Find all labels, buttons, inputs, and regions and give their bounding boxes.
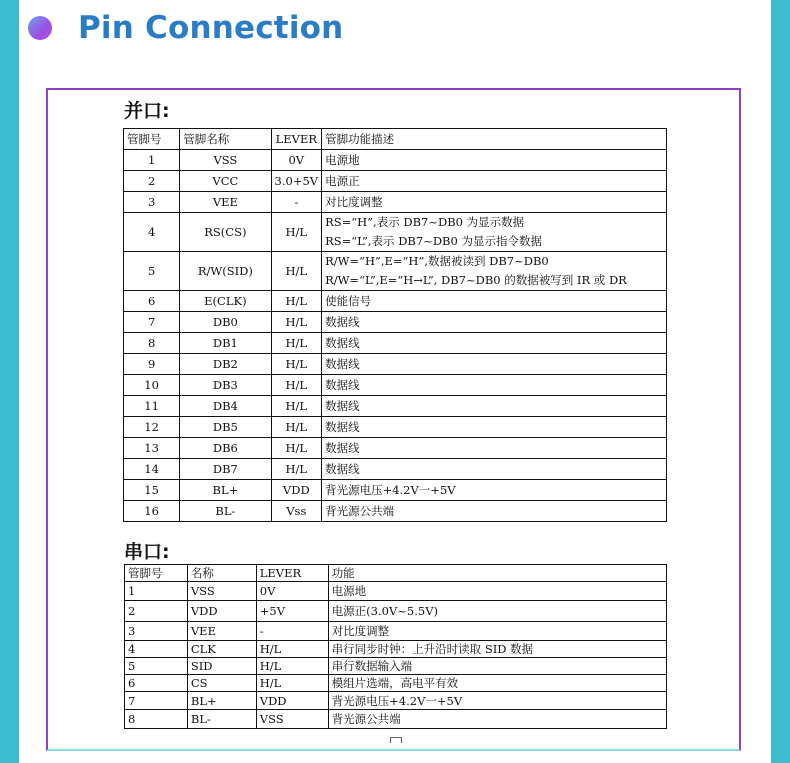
pin-number: 16 (124, 501, 180, 522)
description-line: 电源地 (325, 152, 360, 167)
pin-description (322, 459, 667, 480)
description-line: 数据线 (325, 356, 360, 371)
description-line: 背光源电压+4.2V一+5V (325, 482, 456, 497)
pin-name: VEE (180, 192, 271, 213)
pin-description (322, 438, 667, 459)
description-line: 数据线 (325, 335, 360, 350)
column-header: 名称 (187, 565, 256, 582)
pin-name: VCC (180, 171, 271, 192)
pin-number: 1 (124, 150, 180, 171)
page-title: Pin Connection (78, 10, 344, 46)
pin-name: CS (187, 675, 256, 692)
pin-number: 7 (124, 312, 180, 333)
pin-name: DB6 (180, 438, 271, 459)
pin-number: 6 (124, 291, 180, 312)
pin-level: H/L (271, 213, 322, 252)
description-line: RS=“L”,表示 DB7~DB0 为显示指令数据 (325, 234, 542, 248)
table-row (124, 171, 667, 192)
pin-name: VDD (187, 601, 256, 622)
pin-number: 12 (124, 417, 180, 438)
table-row (124, 213, 667, 252)
description-line: R/W=“H”,E=“H”,数据被读到 DB7~DB0 (325, 254, 549, 268)
table-row (125, 641, 667, 658)
description-line: 数据线 (325, 461, 360, 476)
bullet-dot-icon (28, 16, 52, 40)
table-row (124, 291, 667, 312)
table-row (124, 438, 667, 459)
pin-name: DB2 (180, 354, 271, 375)
pin-name: BL+ (180, 480, 271, 501)
table-row (124, 375, 667, 396)
table-row (124, 252, 667, 291)
pin-description (322, 417, 667, 438)
table-row (124, 333, 667, 354)
pin-level: Vss (271, 501, 322, 522)
pin-number: 3 (125, 622, 188, 641)
pin-description (322, 171, 667, 192)
pin-name: DB7 (180, 459, 271, 480)
pin-level: H/L (271, 312, 322, 333)
pin-description (322, 480, 667, 501)
pin-description: 背光源公共端 (328, 710, 666, 729)
table-row (125, 601, 667, 622)
column-header: LEVER (256, 565, 328, 582)
pin-number: 9 (124, 354, 180, 375)
pin-name: DB4 (180, 396, 271, 417)
pin-number: 14 (124, 459, 180, 480)
pin-description: 串行数据输入端 (328, 658, 666, 675)
table-row (124, 150, 667, 171)
table-row (124, 192, 667, 213)
pin-name: DB1 (180, 333, 271, 354)
pin-name: DB5 (180, 417, 271, 438)
pin-description (322, 312, 667, 333)
pin-name: BL- (180, 501, 271, 522)
pin-number: 13 (124, 438, 180, 459)
pin-number: 4 (124, 213, 180, 252)
pin-level: VDD (271, 480, 322, 501)
pin-level: H/L (271, 417, 322, 438)
table-row (125, 675, 667, 692)
pin-level: H/L (271, 396, 322, 417)
pin-description (322, 213, 667, 252)
pin-number: 11 (124, 396, 180, 417)
pin-level: VDD (256, 692, 328, 710)
pin-name: RS(CS) (180, 213, 271, 252)
description-line: R/W=“L”,E=“H→L”, DB7~DB0 的数据被写到 IR 或 DR (325, 273, 627, 287)
parallel-pin-table (123, 128, 667, 522)
column-header: 功能 (328, 565, 666, 582)
pin-level: H/L (271, 438, 322, 459)
pin-level: 0V (256, 582, 328, 601)
description-line: 背光源公共端 (325, 503, 395, 518)
pin-level: H/L (256, 641, 328, 658)
pin-description (322, 252, 667, 291)
pin-description (322, 150, 667, 171)
pin-level: H/L (271, 291, 322, 312)
table-row (125, 658, 667, 675)
table-row (124, 480, 667, 501)
pin-description (322, 192, 667, 213)
pin-description: 背光源电压+4.2V一+5V (328, 692, 666, 710)
pin-number: 8 (125, 710, 188, 729)
pin-level: 0V (271, 150, 322, 171)
table-row (124, 501, 667, 522)
description-line: 对比度调整 (325, 194, 383, 209)
section-header (28, 6, 343, 50)
pin-name: BL+ (187, 692, 256, 710)
pin-description: 电源地 (328, 582, 666, 601)
pin-number: 2 (125, 601, 188, 622)
table-header-row (124, 129, 667, 150)
pin-level: +5V (256, 601, 328, 622)
pin-level: 3.0+5V (271, 171, 322, 192)
column-header: LEVER (271, 129, 322, 150)
pin-level: H/L (271, 252, 322, 291)
pin-name: VEE (187, 622, 256, 641)
serial-pin-table (124, 564, 667, 729)
column-header: 管脚号 (125, 565, 188, 582)
pin-number: 7 (125, 692, 188, 710)
description-line: 数据线 (325, 377, 360, 392)
table-row (125, 582, 667, 601)
serial-heading: 串口: (124, 541, 170, 563)
description-line: 电源正 (325, 173, 360, 188)
left-accent-bar (0, 0, 19, 763)
pin-description (322, 291, 667, 312)
description-line: RS=“H”,表示 DB7~DB0 为显示数据 (325, 215, 525, 229)
table-row (125, 622, 667, 641)
pin-description: 串行同步时钟：上升沿时读取 SID 数据 (328, 641, 666, 658)
table-row (124, 396, 667, 417)
pin-description (322, 333, 667, 354)
column-header: 管脚名称 (180, 129, 271, 150)
pin-description (322, 354, 667, 375)
pin-level: H/L (256, 675, 328, 692)
pin-number: 4 (125, 641, 188, 658)
pin-name: E(CLK) (180, 291, 271, 312)
pin-description: 电源正(3.0V~5.5V) (328, 601, 666, 622)
table-row (125, 710, 667, 729)
table-row (124, 459, 667, 480)
table-row (124, 354, 667, 375)
pin-level: H/L (271, 354, 322, 375)
pin-level: - (271, 192, 322, 213)
pin-level: H/L (271, 333, 322, 354)
parallel-heading: 并口: (124, 100, 170, 122)
pin-name: BL- (187, 710, 256, 729)
description-line: 数据线 (325, 419, 360, 434)
page-mark (390, 737, 402, 743)
pin-number: 1 (125, 582, 188, 601)
pin-name: VSS (180, 150, 271, 171)
pin-number: 10 (124, 375, 180, 396)
pin-description (322, 375, 667, 396)
pin-number: 15 (124, 480, 180, 501)
pin-name: SID (187, 658, 256, 675)
pin-number: 2 (124, 171, 180, 192)
pin-number: 5 (125, 658, 188, 675)
description-line: 数据线 (325, 398, 360, 413)
description-line: 数据线 (325, 440, 360, 455)
pin-level: H/L (271, 375, 322, 396)
pin-level: - (256, 622, 328, 641)
pin-name: R/W(SID) (180, 252, 271, 291)
pin-description: 模组片选端，高电平有效 (328, 675, 666, 692)
description-line: 数据线 (325, 314, 360, 329)
table-row (125, 692, 667, 710)
table-header-row (125, 565, 667, 582)
pin-description (322, 501, 667, 522)
pin-name: DB3 (180, 375, 271, 396)
pin-number: 6 (125, 675, 188, 692)
column-header: 管脚号 (124, 129, 180, 150)
pin-name: CLK (187, 641, 256, 658)
pin-level: VSS (256, 710, 328, 729)
pin-name: VSS (187, 582, 256, 601)
column-header: 管脚功能描述 (322, 129, 667, 150)
pin-level: H/L (271, 459, 322, 480)
pin-level: H/L (256, 658, 328, 675)
description-line: 使能信号 (325, 293, 372, 308)
pin-name: DB0 (180, 312, 271, 333)
pin-description: 对比度调整 (328, 622, 666, 641)
pin-number: 3 (124, 192, 180, 213)
right-accent-bar (771, 0, 790, 763)
pin-description (322, 396, 667, 417)
pin-number: 8 (124, 333, 180, 354)
table-row (124, 312, 667, 333)
pin-number: 5 (124, 252, 180, 291)
table-row (124, 417, 667, 438)
